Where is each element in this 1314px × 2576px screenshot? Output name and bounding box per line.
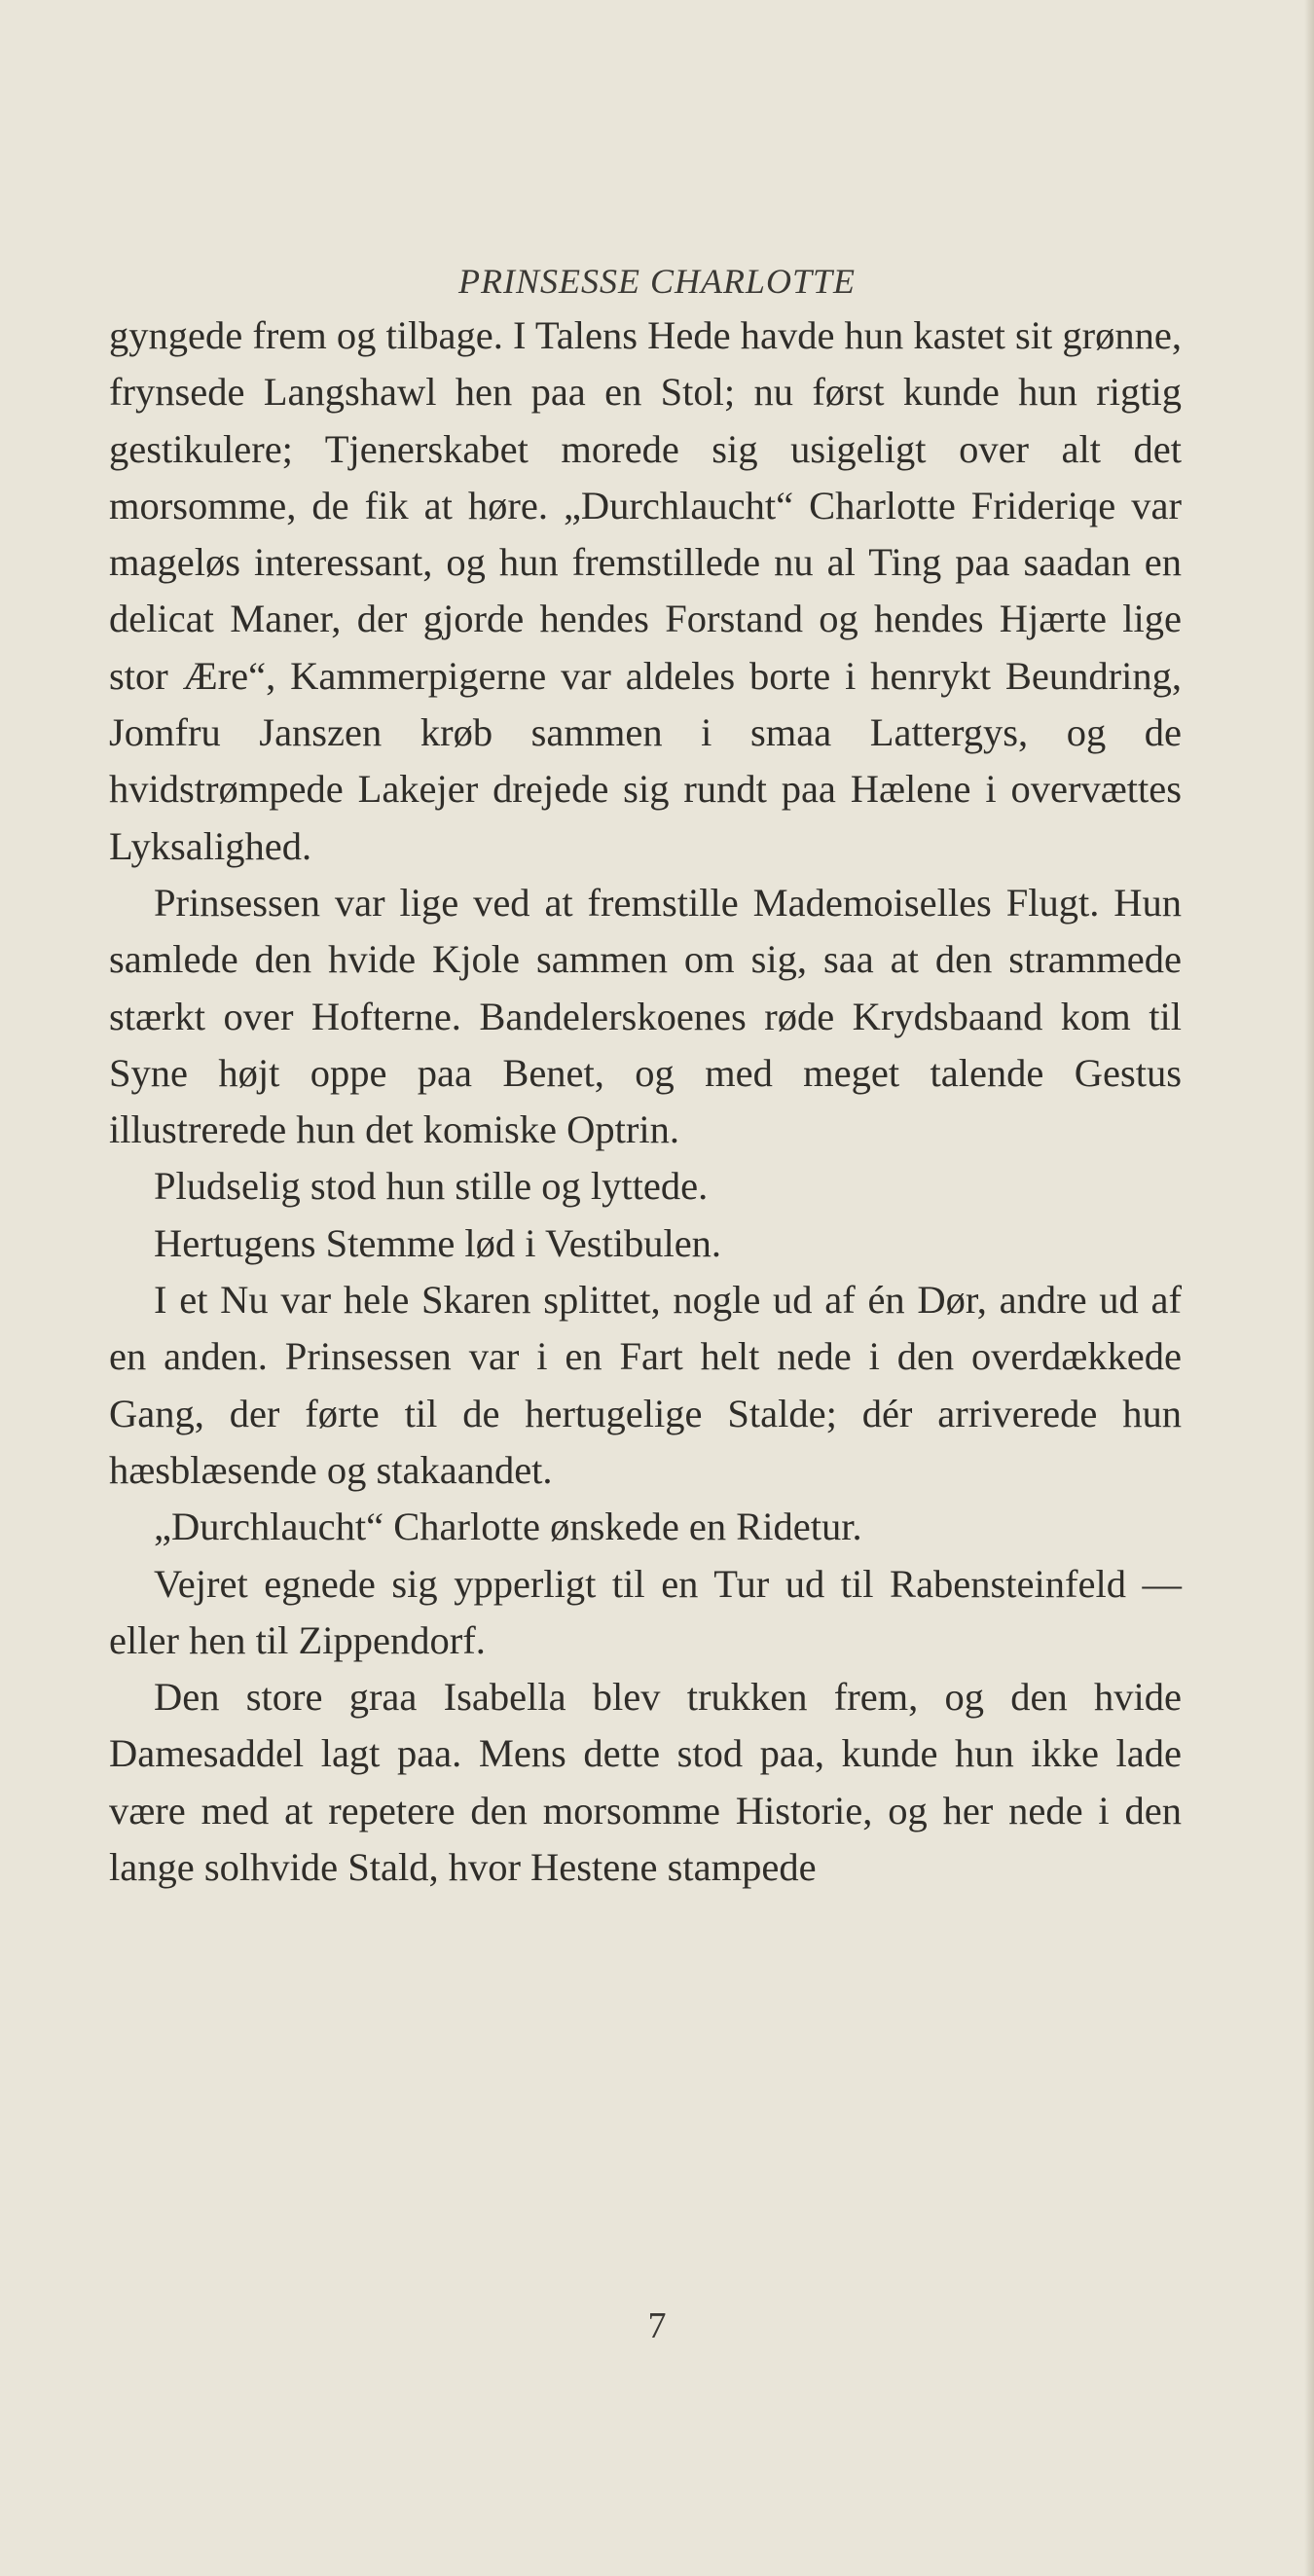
page-number: 7 [647,2305,667,2346]
body-text [109,308,1182,1896]
page-edge-shadow [1304,0,1314,2576]
paragraph: Den store graa Isabella blev trukken frem, og den hvide Damesaddel lagt paa. Mens dette stod paa, kunde hun ikke lade være med at repetere den morsomme Historie, og her nede i den lange solhvide Stald, hvor Hestene stampede [109,1675,1182,1890]
running-head: PRINSESSE CHARLOTTE [457,262,856,301]
paragraph: I et Nu var hele Skaren splittet, nogle ud af én Dør, andre ud af en anden. Prinsessen var i en Fart helt nede i den overdækkede Gang, der førte til de hertugelige Stalde; dér arriverede hun hæsblæsende og stakaandet. [109,1278,1182,1492]
paragraph: Hertugens Stemme lød i Vestibulen. [154,1220,722,1265]
paragraph: Prinsessen var lige ved at fremstille Mademoiselles Flugt. Hun samlede den hvide Kjole sammen om sig, saa at den strammede stærkt over Hofterne. Bandelerskoenes røde Krydsbaand kom til Syne højt oppe paa Benet, og med meget talende Gestus illustrerede hun det komiske Optrin. [109,880,1182,1152]
paragraph: Pludselig stod hun stille og lyttede. [154,1164,709,1209]
paragraph: „Durchlaucht“ Charlotte ønskede en Ridetur. [154,1505,862,1549]
paragraph: gyngede frem og tilbage. I Talens Hede havde hun kastet sit grønne, frynsede Langshawl hen paa en Stol; nu først kunde hun rigtig gestikulere; Tjenerskabet morede sig usigeligt over alt det morsomme, de fik at høre. „Durchlaucht“ Charlotte Frideriqe var mageløs interessant, og hun fremstillede nu al Ting paa saadan en delicat Maner, der gjorde hendes Forstand og hendes Hjærte lige stor Ære“, Kammerpigerne var aldeles borte i henrykt Beundring, Jomfru Janszen krøb sammen i smaa Lattergys, og de hvidstrømpede Lakejer drejede sig rundt paa Hælene i overvættes Lyksalighed. [109,313,1182,868]
paragraph: Vejret egnede sig ypperligt til en Tur ud til Rabensteinfeld — eller hen til Zippendorf. [109,1561,1182,1662]
